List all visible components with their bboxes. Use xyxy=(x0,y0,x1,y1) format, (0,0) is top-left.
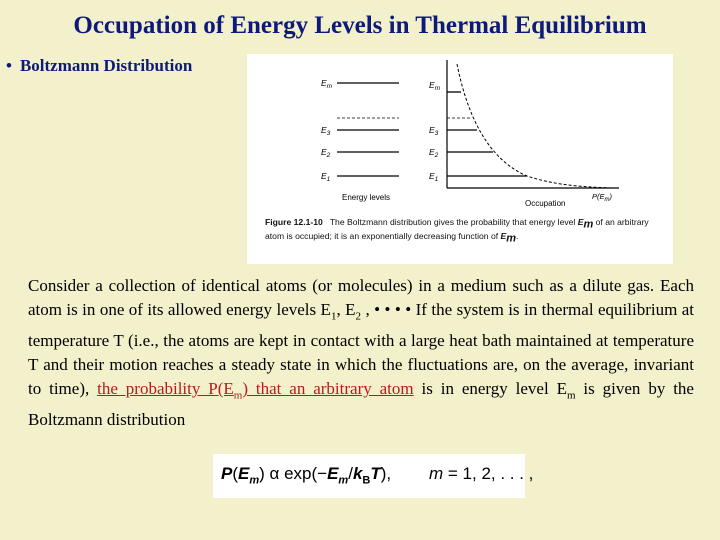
highlighted-phrase: the probability $P(E_m)$ that an arbitrary atom xyxy=(97,379,414,402)
right-em-label: $E_m$ xyxy=(429,80,441,92)
boltzmann-formula xyxy=(213,454,534,498)
boltzmann-figure xyxy=(247,54,673,264)
bullet-label: Boltzmann Distribution xyxy=(19,56,193,75)
p-em-label: $P(E_m)$ xyxy=(592,192,613,203)
energy-levels-label: Energy levels xyxy=(342,193,391,202)
body-paragraph: Consider a collection of identical atoms (or molecules) in a medium such as a dilute gas. Each atom is in one of its allowed energy levels $E_1$, $E_2$ , • • • • If the system is in thermal equilibrium at temperature T (i.e., the atoms are kept in contact with a large heat bath maintained at temperature T and their motion reaches a steady state in which the fluctuations are, on the average, invariant to time), the probability $P(E_m)$ that an arbitrary atom is in energy level $E_m$ is given by the Boltzmann distribution xyxy=(28,276,694,429)
bullet-dot-icon: • xyxy=(6,56,12,75)
slide-title: Occupation of Energy Levels in Thermal Equilibrium xyxy=(73,12,647,39)
right-e1-label: $E_1$ xyxy=(429,171,439,183)
formula-index: m = 1, 2, . . . , xyxy=(429,464,534,483)
left-e1-label: $E_1$ xyxy=(321,171,331,183)
occupation-label: Occupation xyxy=(525,199,566,208)
left-e2-label: $E_2$ xyxy=(321,147,331,159)
bullet-heading xyxy=(6,56,192,76)
figure-caption: Figure 12.1-10 The Boltzmann distribution gives the probability that energy level $E_m$ of an arbitrary atom is occupied; it is an exponentially decreasing function of $E_m$. xyxy=(265,217,649,245)
energy-level-diagram xyxy=(247,54,673,214)
figure-number: Figure 12.1-10 xyxy=(265,217,323,227)
right-e3-label: $E_3$ xyxy=(429,125,439,137)
left-em-label: $E_m$ xyxy=(321,78,333,90)
right-e2-label: $E_2$ xyxy=(429,147,439,159)
left-e3-label: $E_3$ xyxy=(321,125,331,137)
formula-expression: $P(E_m)$ α $\exp(-E_m/k_BT)$, xyxy=(221,464,392,487)
